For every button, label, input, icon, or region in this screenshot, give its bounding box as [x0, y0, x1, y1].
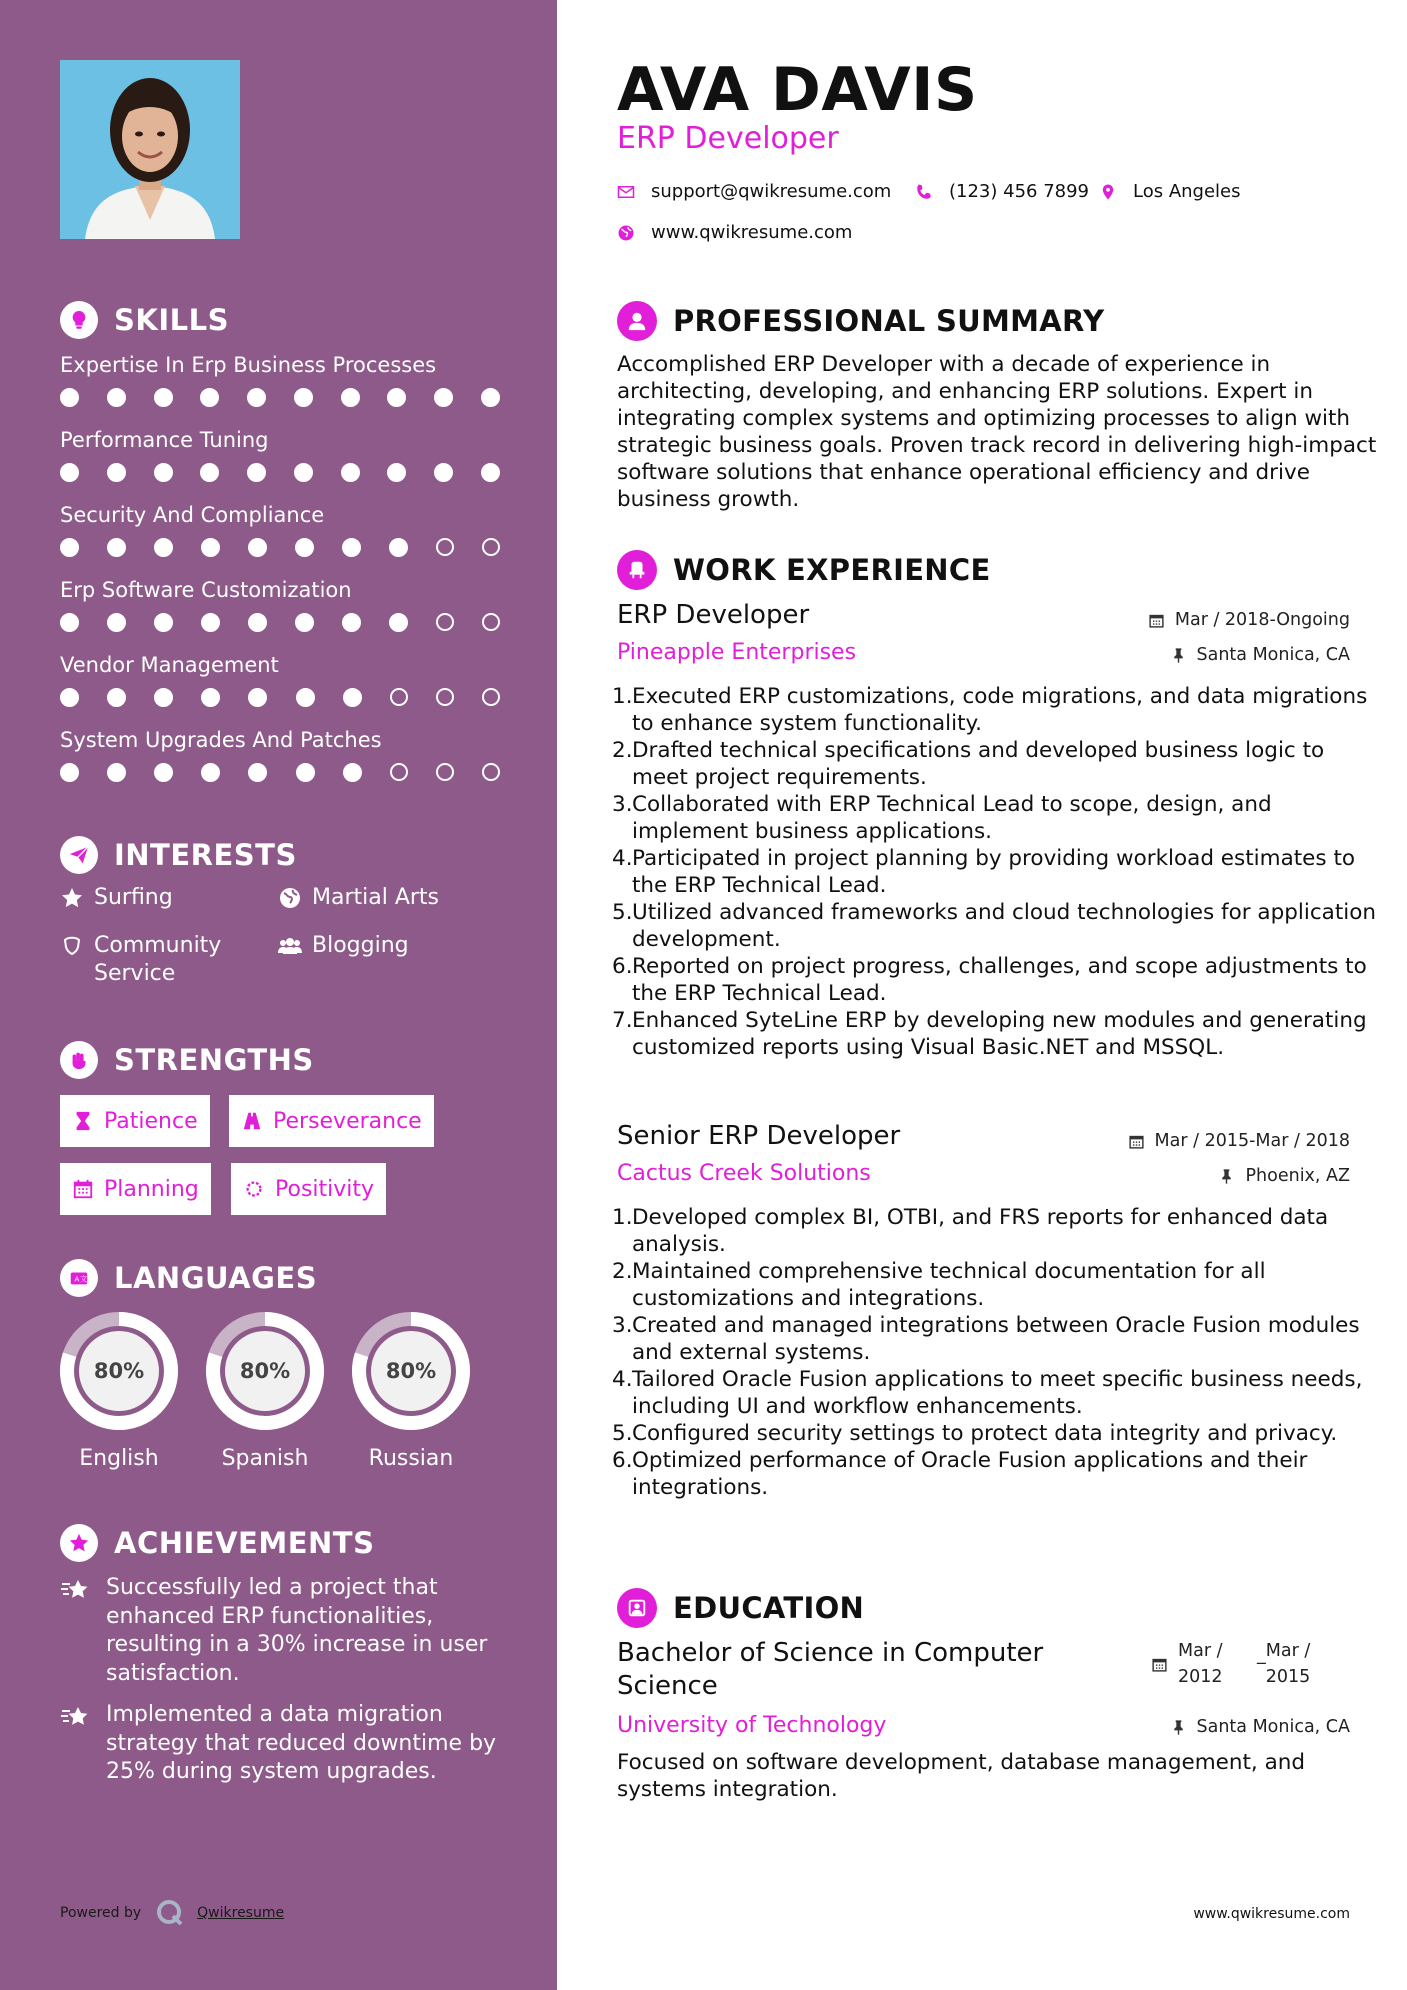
rating-dot-filled [107, 688, 126, 707]
rating-dot-empty [390, 763, 408, 781]
contact-website[interactable]: www.qwikresume.com [617, 222, 852, 243]
language-percent: 80% [385, 1359, 437, 1383]
envelope-icon [617, 183, 635, 201]
language-icon [60, 1259, 98, 1297]
achievements-heading: ACHIEVEMENTS [60, 1523, 374, 1563]
lightbulb-icon [60, 301, 98, 339]
bullet-item: Participated in project planning by providing workload estimates to the ERP Technical Lead. [632, 846, 1356, 898]
skill-name: Performance Tuning [60, 428, 269, 452]
pushpin-icon [1218, 1168, 1235, 1185]
profile-photo [60, 60, 240, 239]
interests-heading: INTERESTS [60, 835, 297, 875]
rating-dot-empty [436, 538, 454, 556]
education-description: Focused on software development, database management, and systems integration. [617, 1750, 1306, 1802]
rating-dot-filled [342, 538, 361, 557]
rating-dot-filled [107, 763, 126, 782]
interest-item: Surfing [60, 884, 173, 912]
rating-dot-filled [201, 763, 220, 782]
users-icon [278, 934, 302, 958]
strength-chip: Patience [60, 1095, 210, 1147]
map-pin-icon [1099, 183, 1117, 201]
rating-dot-filled [296, 688, 315, 707]
rating-dot-filled [60, 538, 79, 557]
rating-dot-filled [248, 538, 267, 557]
education-end: _ Mar / 2015 [1257, 1641, 1311, 1687]
rating-dot-filled [60, 763, 79, 782]
skills-heading: SKILLS [60, 300, 229, 340]
shield-icon [60, 934, 84, 958]
rating-dot-filled [247, 463, 266, 482]
skill-name: Vendor Management [60, 653, 279, 677]
rating-dot-filled [481, 388, 500, 407]
skill-item [60, 500, 510, 557]
phone-icon [915, 183, 933, 201]
language-item [350, 1310, 472, 1471]
skill-rating [60, 688, 500, 707]
achievement-item: Successfully led a project that enhanced ERP functionalities, resulting in a 30% increase in user satisfaction. [60, 1574, 500, 1688]
skill-rating [60, 463, 500, 482]
rating-dot-filled [481, 463, 500, 482]
qwikresume-logo-icon [155, 1898, 185, 1928]
skill-item [60, 725, 510, 782]
graduation-icon [617, 1588, 657, 1628]
rating-dot-filled [60, 463, 79, 482]
rating-dot-filled [107, 613, 126, 632]
job-role: Senior ERP Developer [617, 1121, 901, 1151]
bullet-item: Tailored Oracle Fusion applications to meet specific business needs, including UI and workflow enhancements. [632, 1367, 1363, 1419]
education-heading: EDUCATION [617, 1587, 864, 1629]
strength-chip: Perseverance [229, 1095, 434, 1147]
skill-item [60, 575, 510, 632]
language-ring [58, 1310, 180, 1432]
bullet-item: Created and managed integrations between Oracle Fusion modules and external systems. [632, 1313, 1360, 1365]
education-start: Mar / 2012 [1151, 1638, 1238, 1690]
rating-dot-filled [343, 763, 362, 782]
rating-dot-filled [296, 763, 315, 782]
languages-heading: A 文 LANGUAGES [60, 1258, 317, 1298]
candidate-name: AVA DAVIS [617, 55, 978, 125]
bullet-item: Maintained comprehensive technical documentation for all customizations and integrations. [632, 1259, 1266, 1311]
rating-dot-filled [154, 388, 173, 407]
bullet-item: Utilized advanced frameworks and cloud technologies for application development. [632, 900, 1377, 952]
pushpin-icon [1170, 647, 1187, 664]
globe-icon [278, 886, 302, 910]
portrait-image [60, 60, 240, 239]
user-icon [617, 301, 657, 341]
job-location: Phoenix, AZ [1218, 1166, 1350, 1186]
rating-dot-filled [200, 388, 219, 407]
language-item [204, 1310, 326, 1471]
road-icon [241, 1110, 263, 1132]
language-name: English [79, 1446, 159, 1471]
hourglass-icon [72, 1110, 94, 1132]
rating-dot-filled [434, 463, 453, 482]
rating-dot-filled [154, 763, 173, 782]
rating-dot-filled [387, 388, 406, 407]
rating-dot-filled [389, 613, 408, 632]
job-title: ERP Developer [617, 121, 839, 156]
star-badge-icon [60, 1524, 98, 1562]
strengths-heading: STRENGTHS [60, 1040, 314, 1080]
rating-dot-filled [201, 613, 220, 632]
rating-dot-filled [294, 388, 313, 407]
rating-dot-filled [201, 538, 220, 557]
summary-text: Accomplished ERP Developer with a decade of experience in architecting, developing, and enhancing ERP solutions. Expert in integrating complex systems and optimizing processes to align with strategic business goals. Proven track record in delivering high-impact software solutions that enhance operational efficiency and drive business growth. [617, 352, 1377, 512]
rating-dot-filled [154, 688, 173, 707]
bullet-item: Developed complex BI, OTBI, and FRS reports for enhanced data analysis. [632, 1205, 1329, 1257]
contact-location: Los Angeles [1099, 181, 1241, 202]
shooting-star-icon [60, 1701, 92, 1733]
summary-heading: PROFESSIONAL SUMMARY [617, 300, 1104, 342]
rating-dot-filled [389, 538, 408, 557]
skill-name: System Upgrades And Patches [60, 728, 382, 752]
language-percent: 80% [93, 1359, 145, 1383]
rating-dot-filled [248, 613, 267, 632]
rating-dot-empty [482, 763, 500, 781]
rating-dot-filled [343, 688, 362, 707]
language-ring [350, 1310, 472, 1432]
skill-rating [60, 613, 500, 632]
rating-dot-filled [107, 388, 126, 407]
interest-item: Martial Arts [278, 884, 439, 912]
rating-dot-empty [436, 613, 454, 631]
language-item [58, 1310, 180, 1471]
language-name: Spanish [221, 1446, 309, 1471]
education-location: Santa Monica, CA [1170, 1717, 1351, 1737]
rating-dot-filled [294, 463, 313, 482]
job-bullets [612, 683, 1382, 1061]
language-percent: 80% [239, 1359, 291, 1383]
rating-dot-empty [482, 538, 500, 556]
calendar-icon [1151, 1655, 1168, 1672]
education-school: University of Technology [617, 1713, 887, 1738]
job-bullets [612, 1204, 1382, 1501]
rating-dot-filled [341, 463, 360, 482]
bullet-item: Reported on project progress, challenges, and scope adjustments to the ERP Technical Lead. [632, 954, 1367, 1006]
experience-heading: WORK EXPERIENCE [617, 549, 991, 591]
calendar-icon [1128, 1133, 1145, 1150]
rating-dot-empty [436, 763, 454, 781]
calendar-icon [1148, 612, 1165, 629]
briefcase-icon [617, 550, 657, 590]
job-role: ERP Developer [617, 600, 810, 630]
svg-text:文: 文 [79, 1274, 88, 1284]
sun-icon [243, 1178, 265, 1200]
skill-item [60, 650, 510, 707]
rating-dot-filled [107, 538, 126, 557]
svg-text:A: A [74, 1274, 80, 1284]
rating-dot-filled [248, 763, 267, 782]
qwikresume-link[interactable]: Qwikresume [197, 1905, 285, 1921]
rating-dot-filled [434, 388, 453, 407]
bullet-item: Collaborated with ERP Technical Lead to scope, design, and implement business applications. [632, 792, 1272, 844]
rating-dot-filled [200, 463, 219, 482]
rating-dot-filled [341, 388, 360, 407]
language-ring [204, 1310, 326, 1432]
rating-dot-filled [60, 388, 79, 407]
interest-item: Blogging [278, 932, 409, 960]
powered-by: Powered by Qwikresume [60, 1898, 284, 1928]
bullet-item: Enhanced SyteLine ERP by developing new modules and generating customized reports using Visual Basic.NET and MSSQL. [632, 1008, 1367, 1060]
job-dates: Mar / 2015-Mar / 2018 [1128, 1131, 1350, 1151]
rating-dot-filled [60, 688, 79, 707]
job-dates: Mar / 2018-Ongoing [1148, 610, 1350, 630]
globe-icon [617, 224, 635, 242]
achievement-item: Implemented a data migration strategy that reduced downtime by 25% during system upgrades. [60, 1701, 500, 1787]
bullet-item: Optimized performance of Oracle Fusion applications and their integrations. [632, 1448, 1308, 1500]
strength-chip: Planning [60, 1163, 211, 1215]
skill-item [60, 350, 510, 407]
bullet-item: Drafted technical specifications and developed business logic to meet project requirements. [632, 738, 1325, 790]
skill-rating [60, 538, 500, 557]
job-company: Cactus Creek Solutions [617, 1161, 871, 1186]
job-company: Pineapple Enterprises [617, 640, 857, 665]
skill-rating [60, 763, 500, 782]
fist-icon [60, 1041, 98, 1079]
rating-dot-filled [248, 688, 267, 707]
education-degree: Bachelor of Science in Computer Science [617, 1638, 1044, 1701]
rating-dot-filled [247, 388, 266, 407]
bullet-item: Configured security settings to protect data integrity and privacy. [632, 1421, 1338, 1446]
sidebar [0, 0, 557, 1990]
rating-dot-filled [154, 538, 173, 557]
bullet-item: Executed ERP customizations, code migrations, and data migrations to enhance system functionality. [632, 684, 1368, 736]
pushpin-icon [1170, 1719, 1187, 1736]
rating-dot-empty [390, 688, 408, 706]
rating-dot-filled [201, 688, 220, 707]
skill-name: Security And Compliance [60, 503, 325, 527]
main-content [557, 0, 1407, 1990]
rating-dot-filled [154, 463, 173, 482]
contact-phone[interactable]: (123) 456 7899 [915, 181, 1089, 202]
skill-item [60, 425, 510, 482]
rating-dot-filled [342, 613, 361, 632]
rating-dot-empty [482, 688, 500, 706]
footer-url[interactable]: www.qwikresume.com [1193, 1906, 1350, 1922]
language-name: Russian [368, 1446, 454, 1471]
calendar-icon [72, 1178, 94, 1200]
rating-dot-filled [387, 463, 406, 482]
skill-name: Erp Software Customization [60, 578, 352, 602]
job-location: Santa Monica, CA [1170, 645, 1351, 665]
rating-dot-filled [107, 463, 126, 482]
skill-name: Expertise In Erp Business Processes [60, 353, 437, 377]
interest-item: Community Service [60, 932, 260, 988]
contact-email[interactable]: support@qwikresume.com [617, 181, 891, 202]
skill-rating [60, 388, 500, 407]
rating-dot-empty [436, 688, 454, 706]
rating-dot-empty [482, 613, 500, 631]
paper-plane-icon [60, 836, 98, 874]
star-icon [60, 886, 84, 910]
rating-dot-filled [154, 613, 173, 632]
rating-dot-filled [60, 613, 79, 632]
rating-dot-filled [295, 613, 314, 632]
rating-dot-filled [295, 538, 314, 557]
strength-chip: Positivity [231, 1163, 386, 1215]
shooting-star-icon [60, 1574, 92, 1606]
